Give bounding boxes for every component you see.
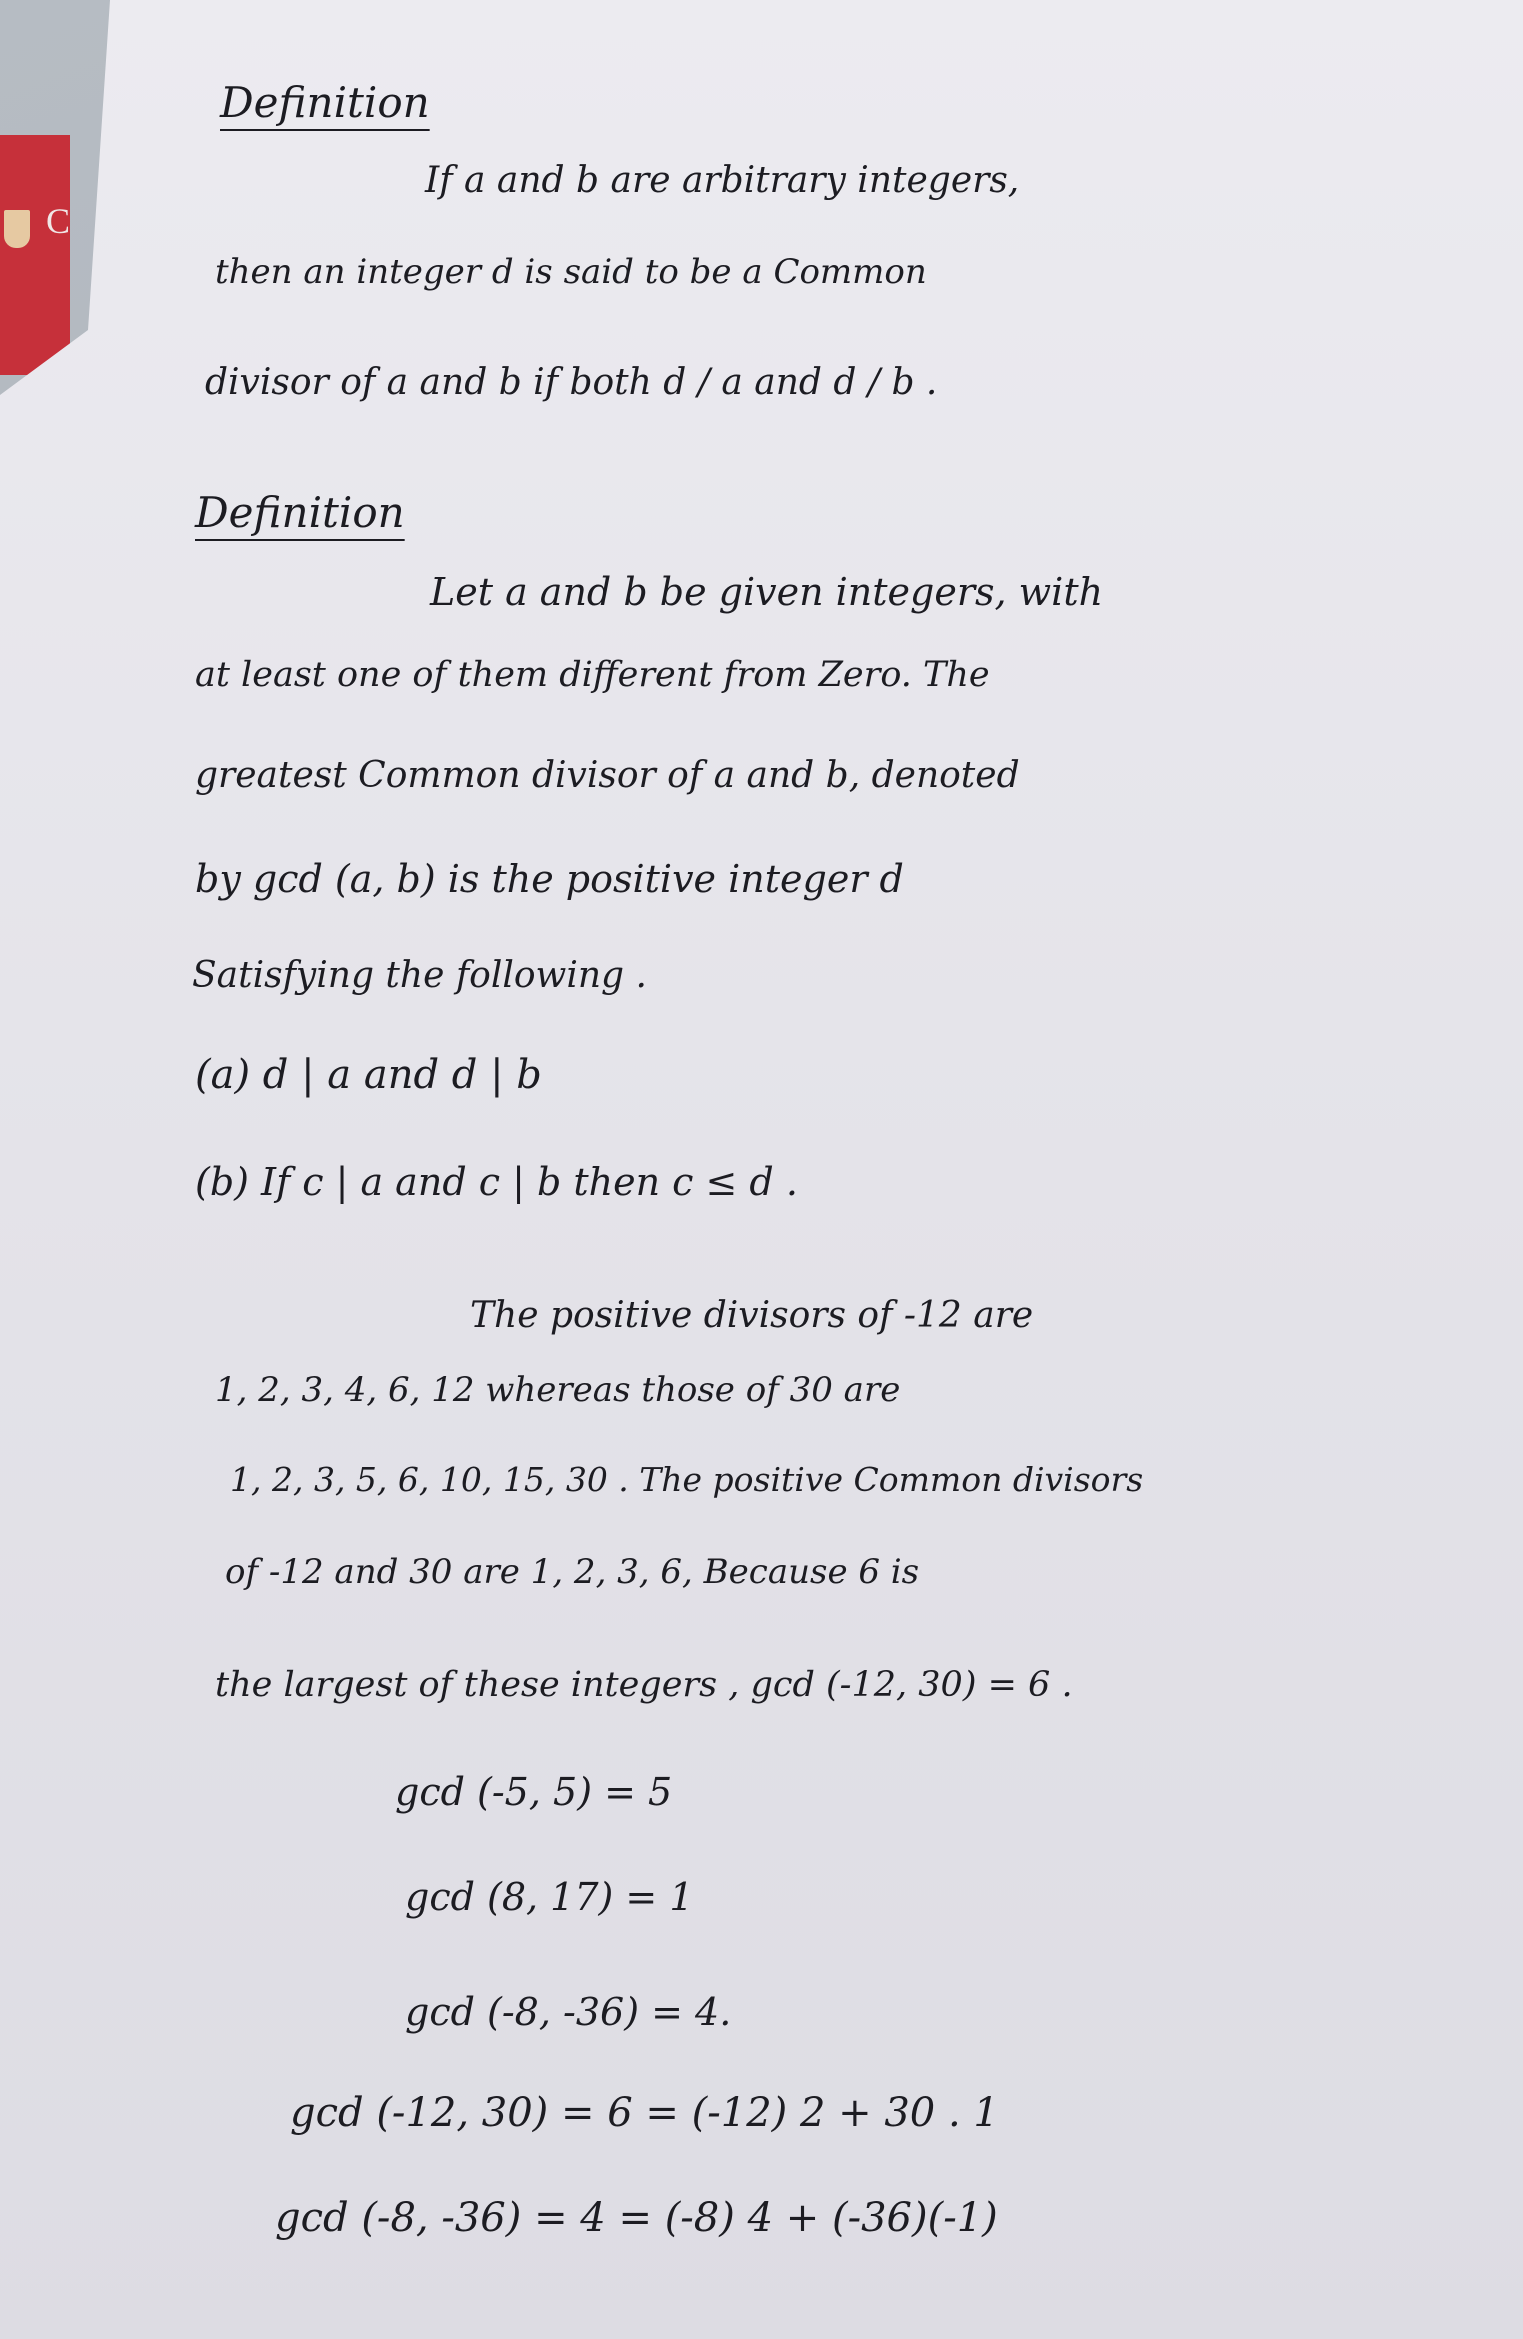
crest-icon xyxy=(4,210,30,248)
book-spine-letter: C xyxy=(46,201,71,241)
condition-b: (b) If c | a and c | b then c ≤ d . xyxy=(195,1160,798,1204)
definition-line: divisor of a and b if both d / a and d / b . xyxy=(205,362,938,403)
definition-line: at least one of them different from Zero. The xyxy=(195,655,990,695)
book-spine xyxy=(0,135,70,375)
definition-line: by gcd (a, b) is the positive integer d xyxy=(195,857,904,901)
definition-line: greatest Common divisor of a and b, denoted xyxy=(195,755,1020,796)
definition-line: If a and b are arbitrary integers, xyxy=(425,160,1020,201)
gcd-example: gcd (-8, -36) = 4. xyxy=(405,1990,732,2034)
example-line: of -12 and 30 are 1, 2, 3, 6, Because 6 is xyxy=(225,1552,920,1592)
linear-combination: gcd (-12, 30) = 6 = (-12) 2 + 30 . 1 xyxy=(290,2090,999,2136)
gcd-example: gcd (-5, 5) = 5 xyxy=(395,1770,673,1814)
example-line: 1, 2, 3, 4, 6, 12 whereas those of 30 are xyxy=(215,1370,901,1410)
definition-line: Satisfying the following . xyxy=(192,955,647,996)
definition-heading: Definition xyxy=(220,78,430,127)
linear-combination: gcd (-8, -36) = 4 = (-8) 4 + (-36)(-1) xyxy=(275,2195,998,2241)
example-line: The positive divisors of -12 are xyxy=(470,1295,1034,1336)
condition-a: (a) d | a and d | b xyxy=(195,1052,542,1098)
example-line: 1, 2, 3, 5, 6, 10, 15, 30 . The positive Common divisors xyxy=(230,1460,1144,1499)
definition-heading: Definition xyxy=(195,488,405,537)
definition-line: Let a and b be given integers, with xyxy=(430,570,1104,614)
example-line: the largest of these integers , gcd (-12, 30) = 6 . xyxy=(215,1665,1073,1705)
gcd-example: gcd (8, 17) = 1 xyxy=(405,1875,694,1919)
definition-line: then an integer d is said to be a Common xyxy=(215,252,927,292)
